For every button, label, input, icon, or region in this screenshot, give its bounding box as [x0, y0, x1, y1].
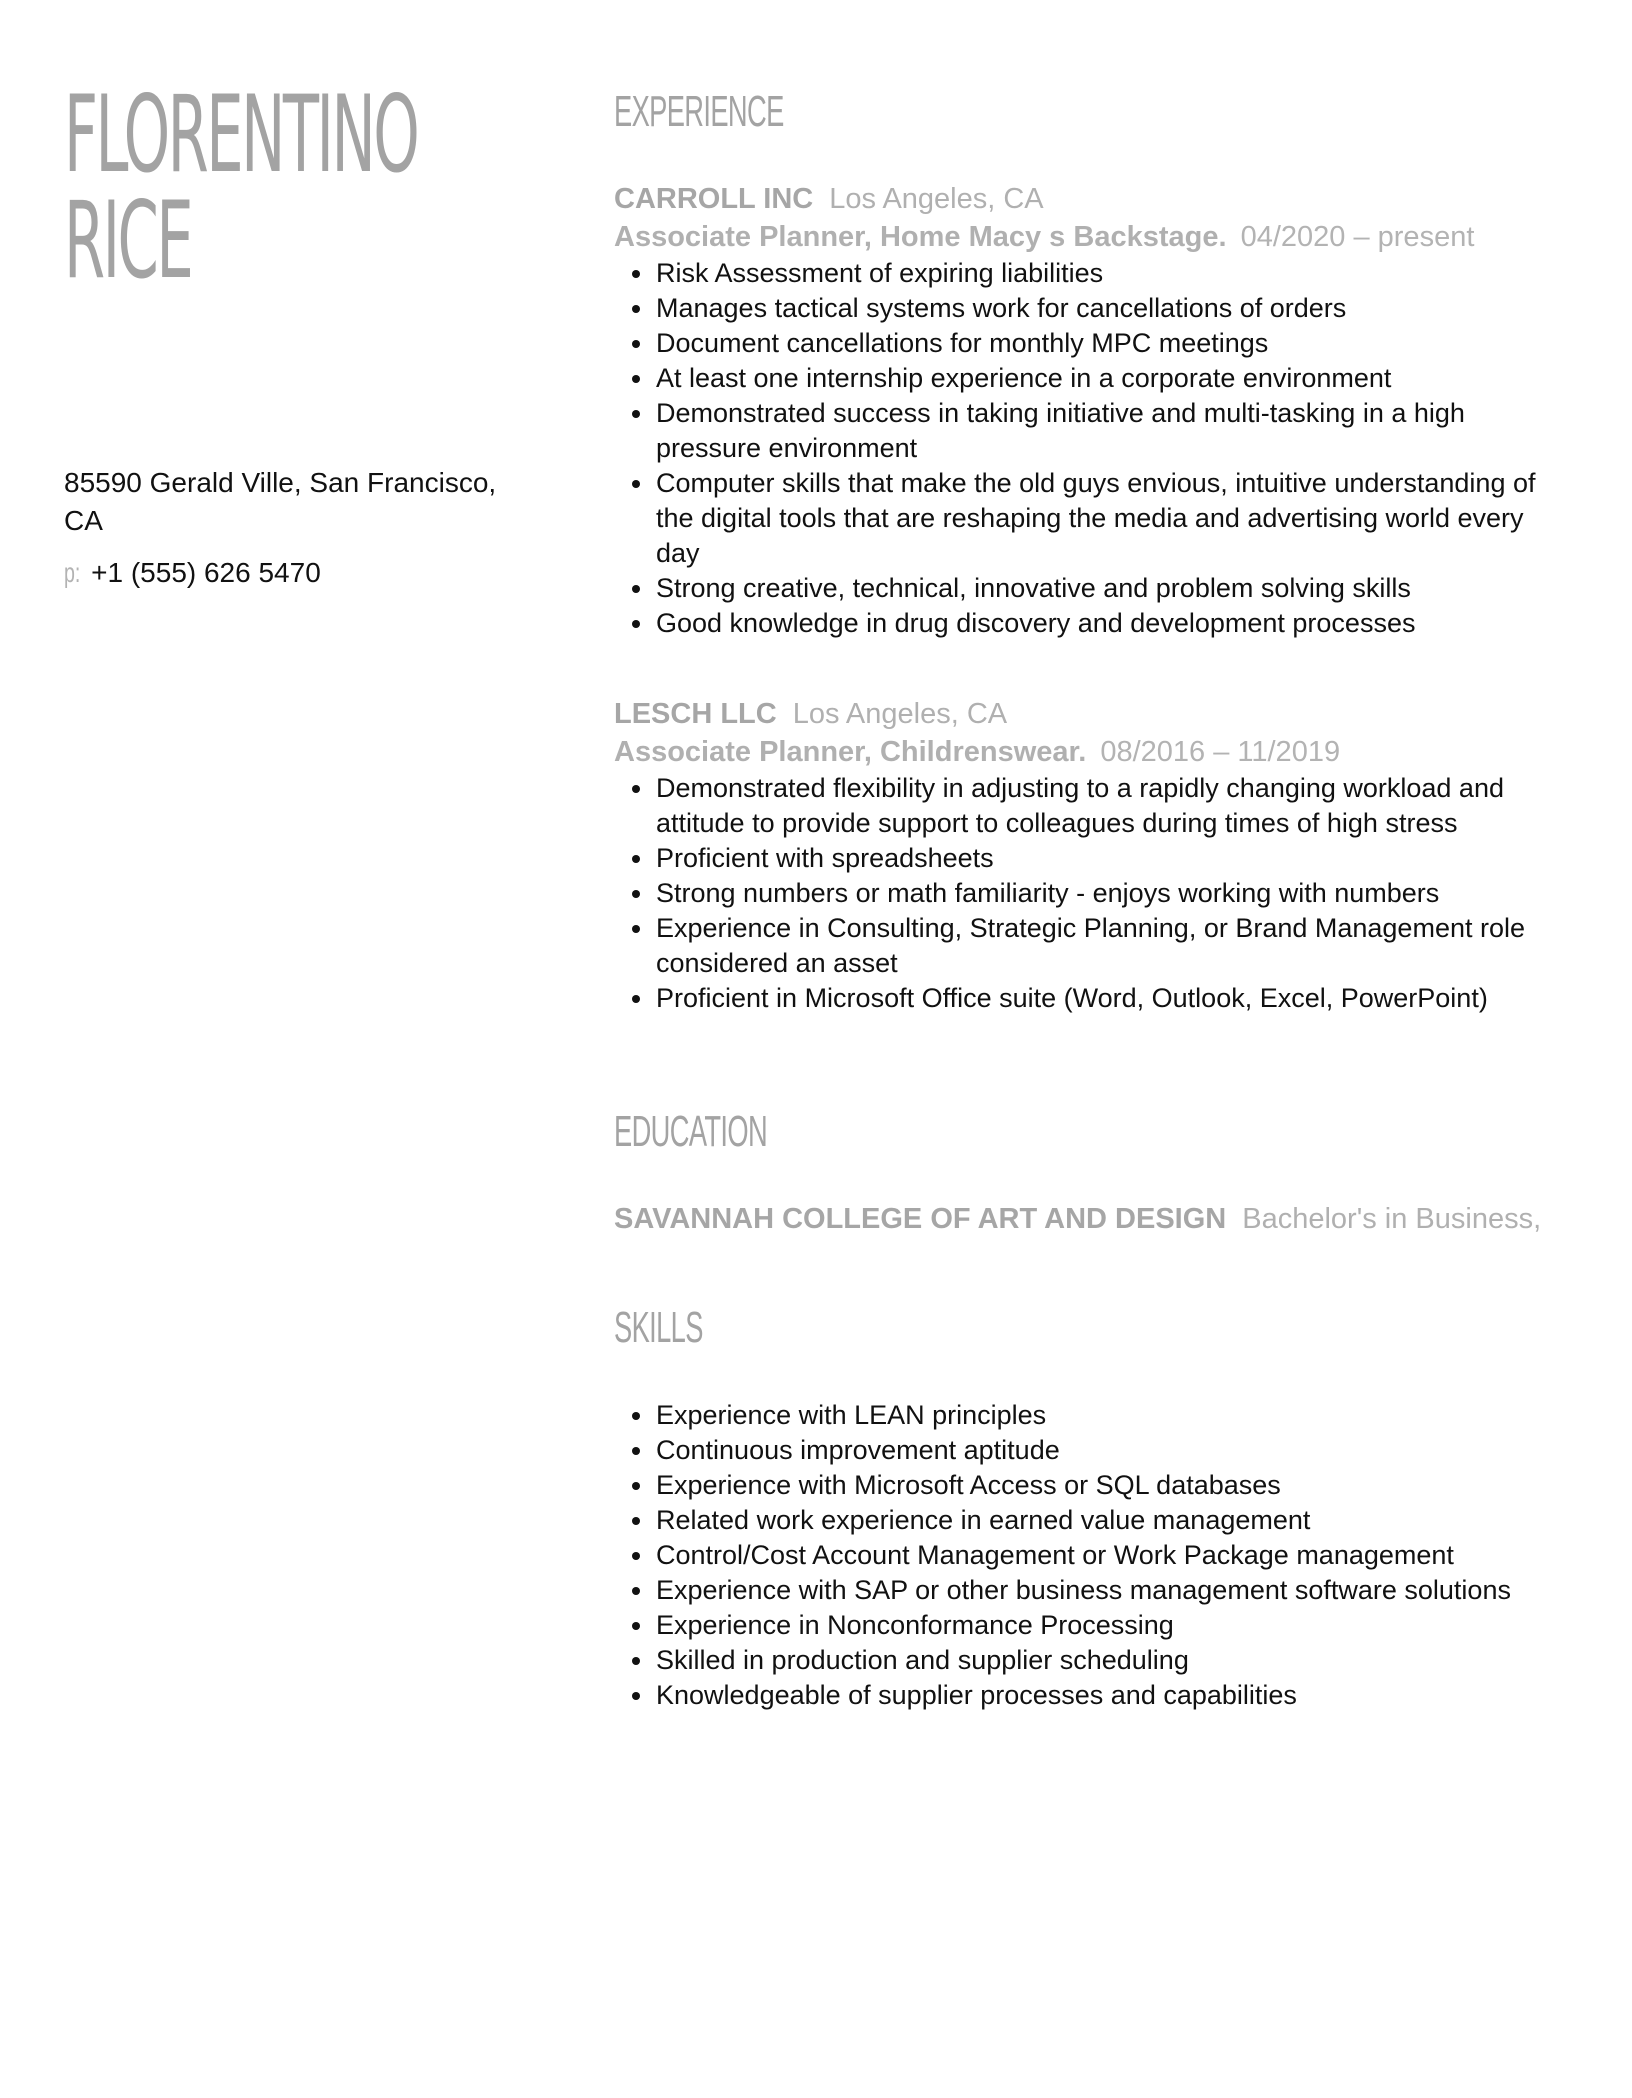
address: 85590 Gerald Ville, San Francisco, CA	[64, 467, 497, 536]
list-item: Knowledgeable of supplier processes and capabilities	[656, 1678, 1574, 1713]
list-item: Experience with LEAN principles	[656, 1398, 1574, 1433]
skills-heading: SKILLS	[614, 1303, 703, 1352]
job-role-line	[614, 733, 1574, 771]
list-item: Proficient with spreadsheets	[656, 841, 1574, 876]
job-dates: 08/2016 – 11/2019	[1100, 736, 1341, 768]
job-entry	[614, 180, 1574, 641]
list-item: Control/Cost Account Management or Work Package management	[656, 1538, 1574, 1573]
school-name: SAVANNAH COLLEGE OF ART AND DESIGN	[614, 1203, 1227, 1235]
education-section	[614, 1108, 1574, 1238]
education-heading: EDUCATION	[614, 1107, 768, 1156]
job-header	[614, 695, 1574, 733]
list-item: Experience with SAP or other business management software solutions	[656, 1573, 1574, 1608]
phone-number: +1 (555) 626 5470	[91, 557, 321, 588]
list-item: Risk Assessment of expiring liabilities	[656, 256, 1574, 291]
skills-section	[614, 1304, 1574, 1713]
company-name: CARROLL INC	[614, 183, 814, 215]
list-item: Document cancellations for monthly MPC meetings	[656, 326, 1574, 361]
list-item: Experience with Microsoft Access or SQL databases	[656, 1468, 1574, 1503]
list-item: Good knowledge in drug discovery and development processes	[656, 606, 1574, 641]
experience-heading: EXPERIENCE	[614, 87, 784, 136]
job-dates: 04/2020 – present	[1240, 221, 1475, 253]
skills-list	[614, 1398, 1574, 1713]
job-title: Associate Planner, Childrenswear.	[614, 736, 1087, 768]
list-item: Manages tactical systems work for cancellations of orders	[656, 291, 1574, 326]
job-bullet-list	[614, 771, 1574, 1016]
list-item: Computer skills that make the old guys envious, intuitive understanding of the digital tools that are reshaping the media and advertising world every day	[656, 466, 1574, 571]
job-header	[614, 180, 1574, 218]
list-item: Proficient in Microsoft Office suite (Word, Outlook, Excel, PowerPoint)	[656, 981, 1574, 1016]
job-location: Los Angeles, CA	[792, 698, 1008, 730]
first-name: FLORENTINO	[64, 73, 418, 196]
experience-section	[614, 88, 1574, 1016]
job-bullet-list	[614, 256, 1574, 641]
list-item: At least one internship experience in a corporate environment	[656, 361, 1574, 396]
job-location: Los Angeles, CA	[829, 183, 1044, 215]
job-role-line	[614, 218, 1574, 256]
list-item: Skilled in production and supplier scheduling	[656, 1643, 1574, 1678]
list-item: Continuous improvement aptitude	[656, 1433, 1574, 1468]
left-column	[64, 73, 534, 588]
list-item: Strong creative, technical, innovative and problem solving skills	[656, 571, 1574, 606]
education-entry	[614, 1200, 1574, 1238]
last-name: RICE	[64, 179, 192, 302]
list-item: Strong numbers or math familiarity - enjoys working with numbers	[656, 876, 1574, 911]
contact-block	[64, 464, 534, 592]
list-item: Experience in Consulting, Strategic Planning, or Brand Management role considered an asset	[656, 911, 1574, 981]
company-name: LESCH LLC	[614, 698, 777, 730]
list-item: Related work experience in earned value management	[656, 1503, 1574, 1538]
list-item: Demonstrated success in taking initiative and multi-tasking in a high pressure environment	[656, 396, 1574, 466]
degree: Bachelor's in Business,	[1242, 1203, 1542, 1235]
phone-row	[64, 554, 534, 592]
list-item: Demonstrated flexibility in adjusting to a rapidly changing workload and attitude to provide support to colleagues during times of high stress	[656, 771, 1574, 841]
job-title: Associate Planner, Home Macy s Backstage.	[614, 221, 1227, 253]
phone-label: p:	[64, 557, 81, 588]
list-item: Experience in Nonconformance Processing	[656, 1608, 1574, 1643]
right-column	[614, 88, 1574, 1713]
job-entry	[614, 695, 1574, 1016]
candidate-name	[64, 73, 418, 302]
